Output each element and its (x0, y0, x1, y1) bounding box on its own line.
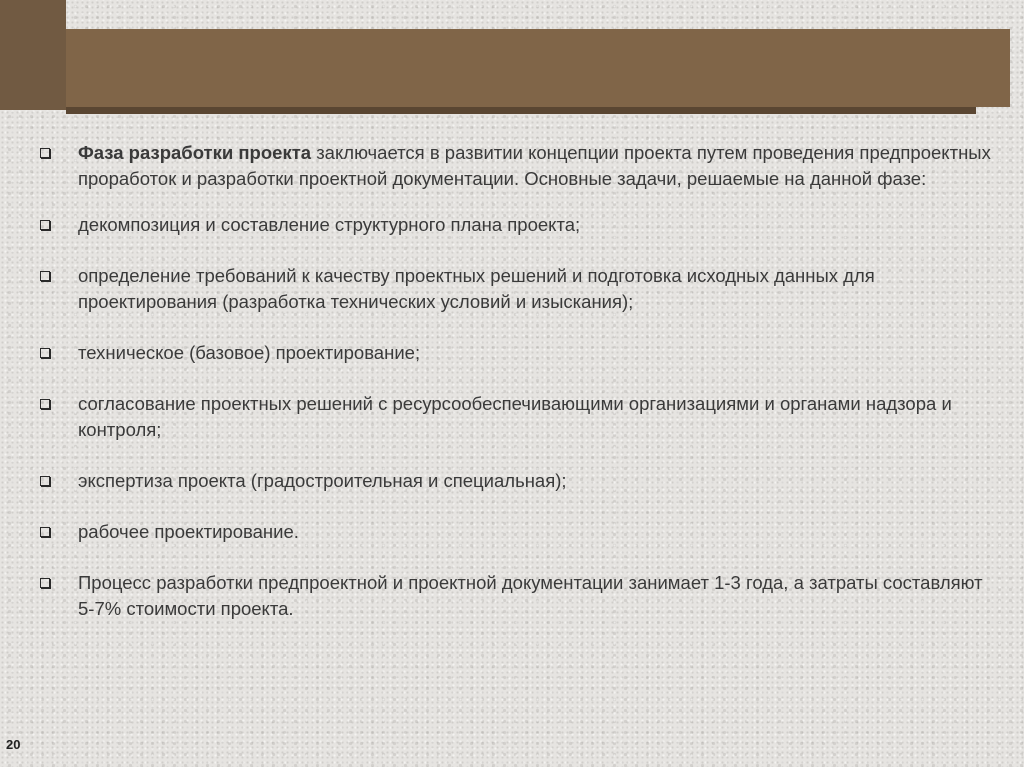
list-item (40, 263, 1000, 315)
list-item (40, 468, 1000, 494)
header-band (66, 29, 1010, 107)
square-bullet-icon (40, 578, 50, 588)
list-item (40, 570, 1000, 622)
header-left-rule (0, 0, 66, 110)
list-item (40, 391, 1000, 443)
list-item (40, 519, 1000, 545)
list-item (40, 212, 1000, 238)
square-bullet-icon (40, 271, 50, 281)
list-item-text: рабочее проектирование. (78, 521, 299, 542)
square-bullet-icon (40, 220, 50, 230)
page-number: 20 (6, 737, 21, 752)
intro-text: заключается в развитии концепции проекта путем проведения предпроектных проработок и разработки проектной документации. Основные задачи, решаемые на данной фазе: (78, 142, 991, 189)
list-item-text: согласование проектных решений с ресурсообеспечивающими организациями и органами надзора и контроля; (78, 393, 952, 440)
header-underline (66, 107, 976, 114)
slide-content (40, 140, 1000, 647)
square-bullet-icon (40, 148, 50, 158)
square-bullet-icon (40, 399, 50, 409)
list-item-text: Процесс разработки предпроектной и проектной документации занимает 1-3 года, а затраты составляют 5-7% стоимости проекта. (78, 572, 983, 619)
list-item-text: техническое (базовое) проектирование; (78, 342, 421, 363)
square-bullet-icon (40, 348, 50, 358)
list-item-text: определение требований к качеству проектных решений и подготовка исходных данных для проектирования (разработка технических условий и изыскания); (78, 265, 875, 312)
square-bullet-icon (40, 527, 50, 537)
intro-bold-term: Фаза разработки проекта (78, 142, 312, 163)
list-item (40, 340, 1000, 366)
list-item-intro (40, 140, 1000, 192)
list-item-text: декомпозиция и составление структурного плана проекта; (78, 214, 581, 235)
list-item-text: экспертиза проекта (градостроительная и специальная); (78, 470, 567, 491)
square-bullet-icon (40, 476, 50, 486)
